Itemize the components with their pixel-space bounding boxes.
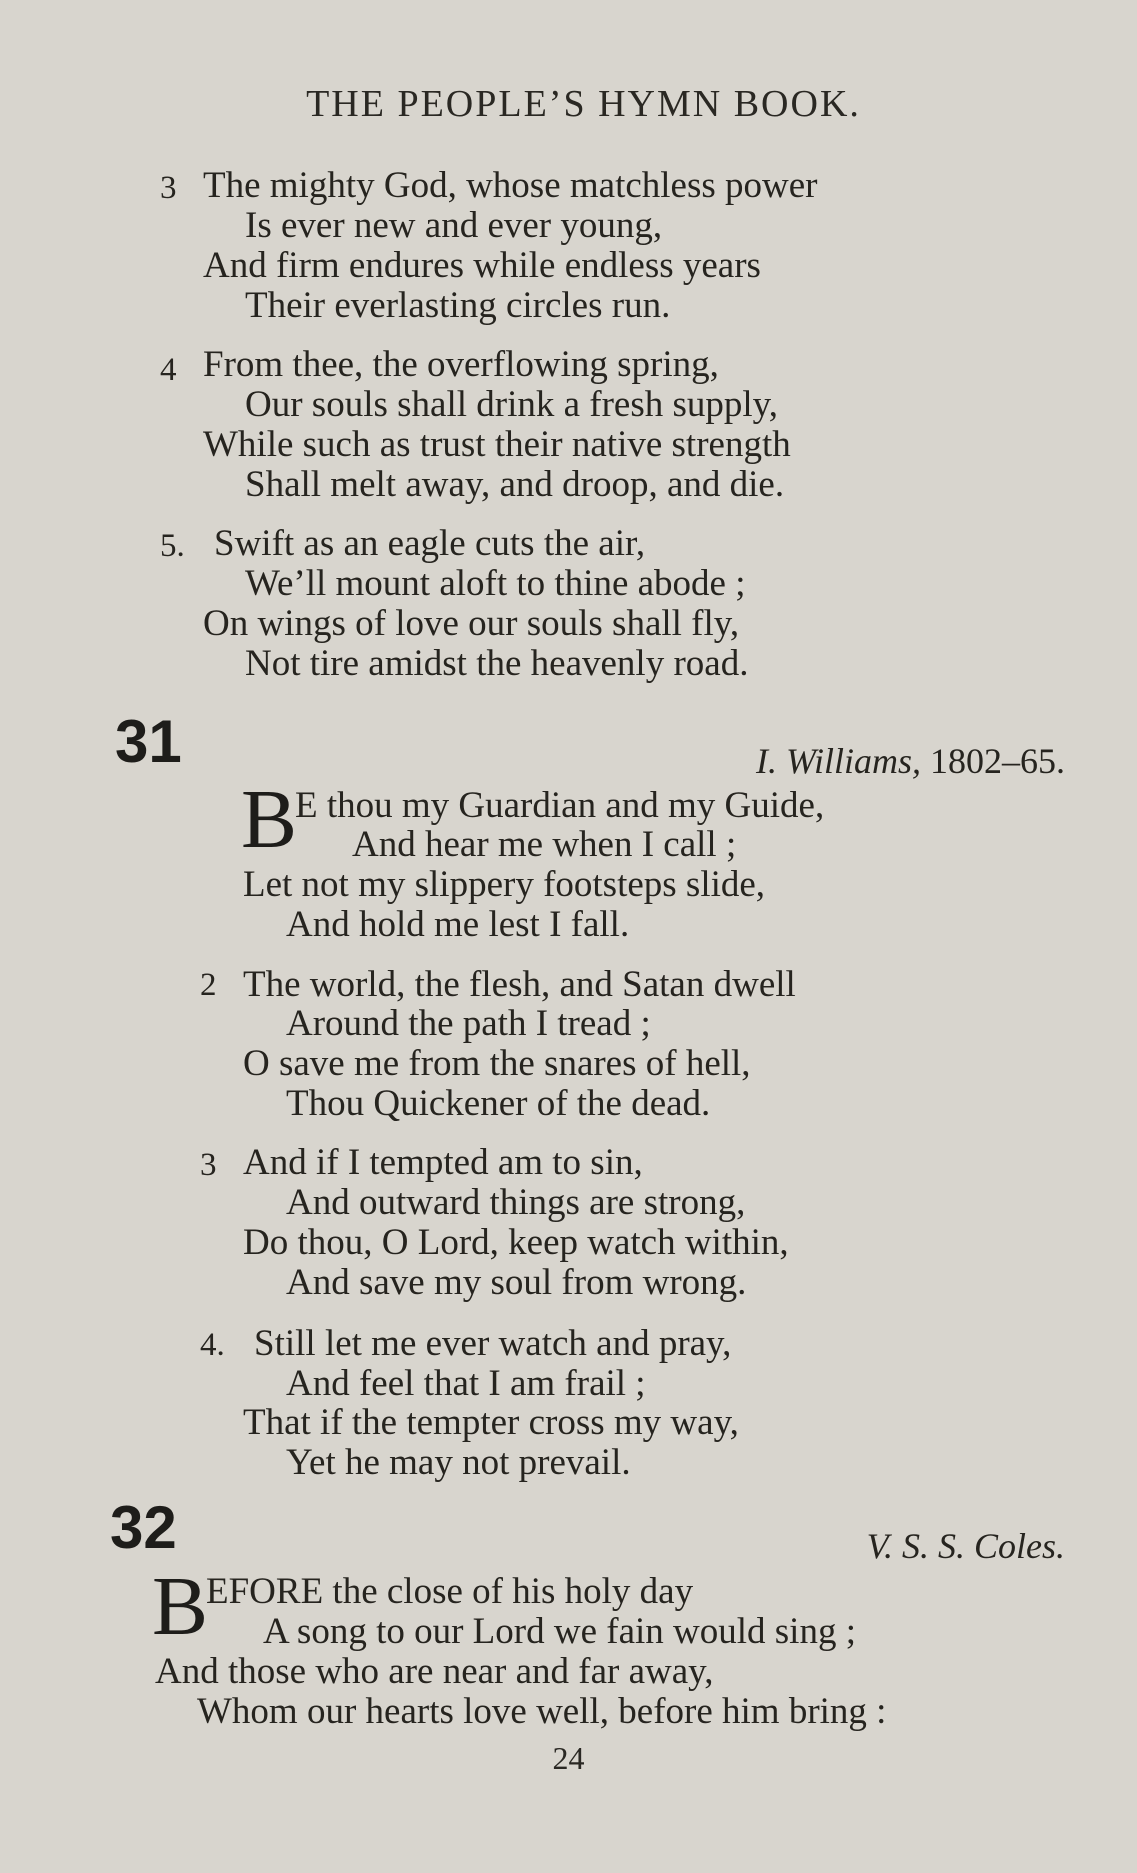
hymn-author: V. S. S. Coles. bbox=[866, 1526, 1065, 1566]
verse-line: A song to our Lord we fain would sing ; bbox=[263, 1611, 856, 1652]
verse-line: That if the tempter cross my way, bbox=[243, 1402, 739, 1443]
verse-line: And firm endures while endless years bbox=[203, 245, 761, 286]
drop-cap: B bbox=[152, 1560, 209, 1653]
author-name: I. Williams, bbox=[755, 741, 921, 781]
verse-number: 4 bbox=[160, 352, 177, 388]
verse-line: Around the path I tread ; bbox=[286, 1003, 651, 1044]
verse-line: And those who are near and far away, bbox=[155, 1651, 714, 1692]
verse-number: 2 bbox=[200, 967, 217, 1003]
verse-line: And hold me lest I fall. bbox=[286, 904, 630, 945]
verse-number: 3 bbox=[200, 1147, 217, 1183]
verse-line: On wings of love our souls shall fly, bbox=[203, 603, 740, 644]
verse-line: Their everlasting circles run. bbox=[245, 285, 671, 326]
verse-line: And save my soul from wrong. bbox=[286, 1262, 747, 1303]
verse-line: The world, the flesh, and Satan dwell bbox=[243, 964, 796, 1005]
verse-number: 4. bbox=[200, 1327, 225, 1363]
verse-line: Shall melt away, and droop, and die. bbox=[245, 464, 785, 505]
verse-line: Yet he may not prevail. bbox=[286, 1442, 631, 1483]
verse-line: Our souls shall drink a fresh supply, bbox=[245, 384, 779, 425]
verse-number: 5. bbox=[160, 528, 185, 564]
verse-line: E thou my Guardian and my Guide, bbox=[295, 785, 825, 826]
verse-line: And hear me when I call ; bbox=[352, 824, 737, 865]
hymn-author bbox=[756, 740, 1065, 782]
author-years: 1802–65. bbox=[930, 741, 1065, 781]
verse-line: And if I tempted am to sin, bbox=[243, 1142, 643, 1183]
verse-line: EFORE the close of his holy day bbox=[206, 1571, 694, 1612]
verse-line: We’ll mount aloft to thine abode ; bbox=[245, 563, 746, 604]
verse-line: And feel that I am frail ; bbox=[286, 1363, 646, 1404]
drop-cap: B bbox=[241, 773, 298, 866]
verse-line: Whom our hearts love well, before him bring : bbox=[197, 1691, 887, 1732]
verse-line: From thee, the overflowing spring, bbox=[203, 344, 719, 385]
verse-line: Let not my slippery footsteps slide, bbox=[243, 864, 766, 905]
verse-line: Is ever new and ever young, bbox=[245, 205, 663, 246]
verse-line: Thou Quickener of the dead. bbox=[286, 1083, 711, 1124]
verse-line: Swift as an eagle cuts the air, bbox=[214, 523, 646, 564]
verse-line: And outward things are strong, bbox=[286, 1182, 746, 1223]
hymn-number: 32 bbox=[110, 1494, 177, 1561]
verse-line: Do thou, O Lord, keep watch within, bbox=[243, 1222, 789, 1263]
verse-line: Still let me ever watch and pray, bbox=[254, 1323, 732, 1364]
verse-line: Not tire amidst the heavenly road. bbox=[245, 643, 749, 684]
verse-line: While such as trust their native strength bbox=[203, 424, 791, 465]
verse-number: 3 bbox=[160, 170, 177, 206]
verse-line: The mighty God, whose matchless power bbox=[203, 165, 818, 206]
running-header: THE PEOPLE’S HYMN BOOK. bbox=[306, 83, 861, 125]
verse-line: O save me from the snares of hell, bbox=[243, 1043, 751, 1084]
page-number: 24 bbox=[552, 1740, 585, 1776]
hymn-number: 31 bbox=[115, 708, 182, 775]
